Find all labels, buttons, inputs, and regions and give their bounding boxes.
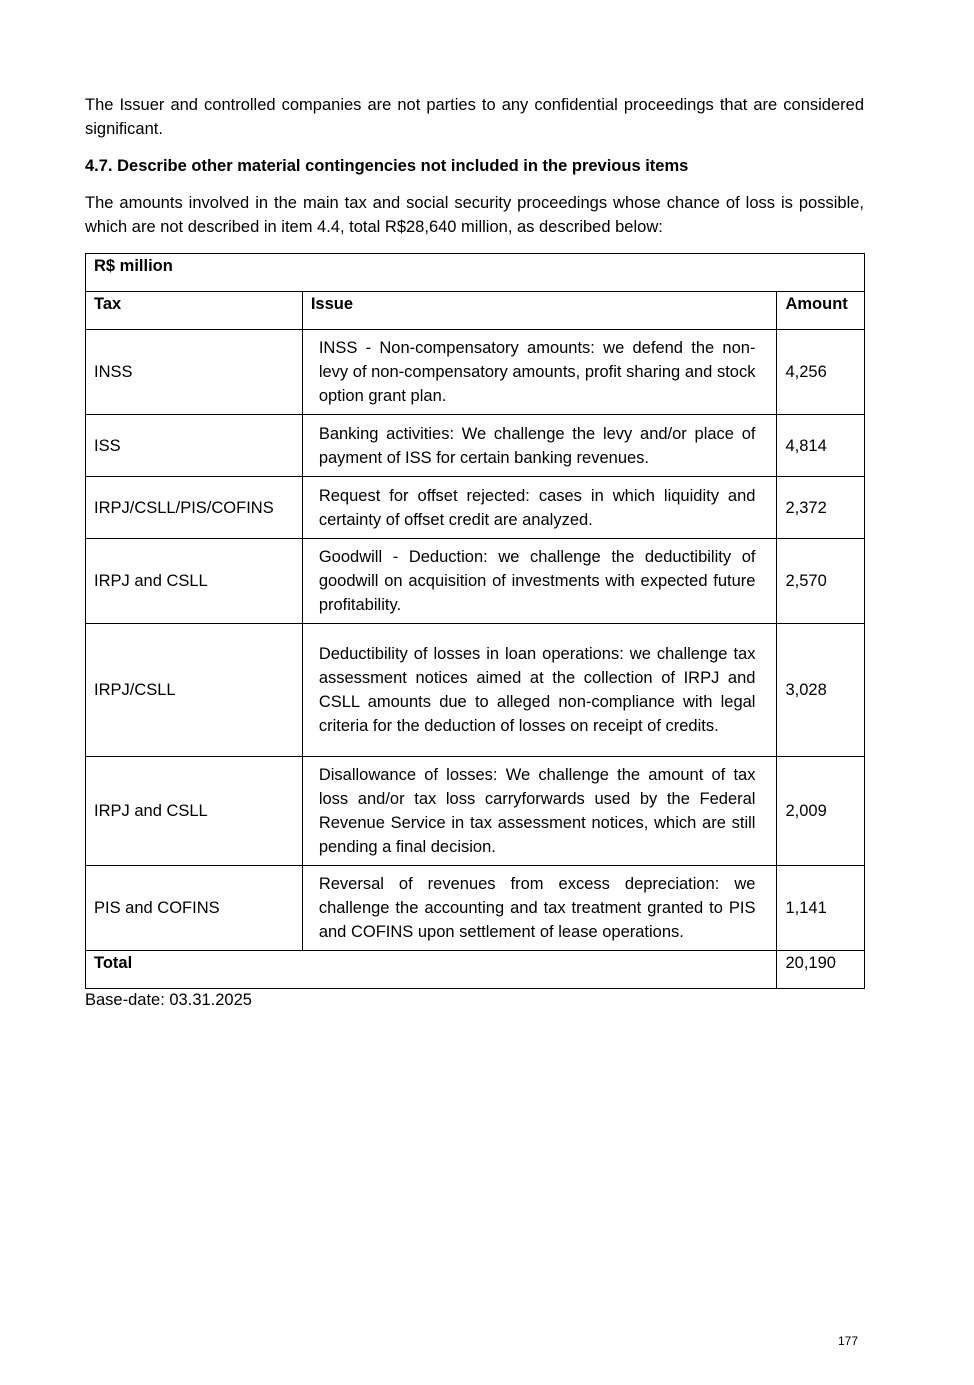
table-row (86, 539, 865, 624)
row-tax: IRPJ and CSLL (86, 757, 303, 866)
row-issue: INSS - Non-compensatory amounts: we defend the non-levy of non-compensatory amounts, profit sharing and stock option grant plan. (302, 330, 777, 415)
table-row (86, 330, 865, 415)
row-issue: Reversal of revenues from excess depreciation: we challenge the accounting and tax treatment granted to PIS and COFINS upon settlement of lease operations. (302, 866, 777, 951)
table-row (86, 415, 865, 477)
row-amount: 3,028 (777, 624, 865, 757)
row-tax: PIS and COFINS (86, 866, 303, 951)
table-title: R$ million (86, 254, 865, 292)
row-tax: IRPJ/CSLL (86, 624, 303, 757)
header-issue: Issue (302, 292, 777, 330)
table-total-row (86, 951, 865, 989)
base-date-note: Base-date: 03.31.2025 (85, 991, 252, 1009)
section-heading: 4.7. Describe other material contingencies not included in the previous items (85, 157, 689, 175)
table-row (86, 757, 865, 866)
intro-paragraph: The Issuer and controlled companies are not parties to any confidential proceedings that are considered significant. (85, 96, 864, 138)
description-paragraph: The amounts involved in the main tax and social security proceedings whose chance of loss is possible, which are not described in item 4.4, total R$28,640 million, as described below: (85, 194, 864, 236)
table-row (86, 477, 865, 539)
row-tax: IRPJ and CSLL (86, 539, 303, 624)
row-amount: 4,256 (777, 330, 865, 415)
row-amount: 2,570 (777, 539, 865, 624)
page-number: 177 (838, 1334, 859, 1348)
row-amount: 2,009 (777, 757, 865, 866)
table-header-row (86, 292, 865, 330)
row-amount: 1,141 (777, 866, 865, 951)
total-value: 20,190 (777, 951, 865, 989)
row-amount: 4,814 (777, 415, 865, 477)
row-tax: IRPJ/CSLL/PIS/COFINS (86, 477, 303, 539)
total-label: Total (86, 951, 777, 989)
contingencies-table (85, 253, 865, 989)
row-issue: Banking activities: We challenge the levy and/or place of payment of ISS for certain banking revenues. (302, 415, 777, 477)
table-row (86, 624, 865, 757)
row-tax: INSS (86, 330, 303, 415)
table-row (86, 866, 865, 951)
row-amount: 2,372 (777, 477, 865, 539)
row-issue: Deductibility of losses in loan operations: we challenge tax assessment notices aimed at the collection of IRPJ and CSLL amounts due to alleged non-compliance with legal criteria for the deduction of losses on receipt of credits. (302, 624, 777, 757)
row-issue: Goodwill - Deduction: we challenge the deductibility of goodwill on acquisition of investments with expected future profitability. (302, 539, 777, 624)
table-title-row (86, 254, 865, 292)
row-issue: Request for offset rejected: cases in which liquidity and certainty of offset credit are analyzed. (302, 477, 777, 539)
header-tax: Tax (86, 292, 303, 330)
row-issue: Disallowance of losses: We challenge the amount of tax loss and/or tax loss carryforwards used by the Federal Revenue Service in tax assessment notices, which are still pending a final decision. (302, 757, 777, 866)
row-tax: ISS (86, 415, 303, 477)
header-amount: Amount (777, 292, 865, 330)
